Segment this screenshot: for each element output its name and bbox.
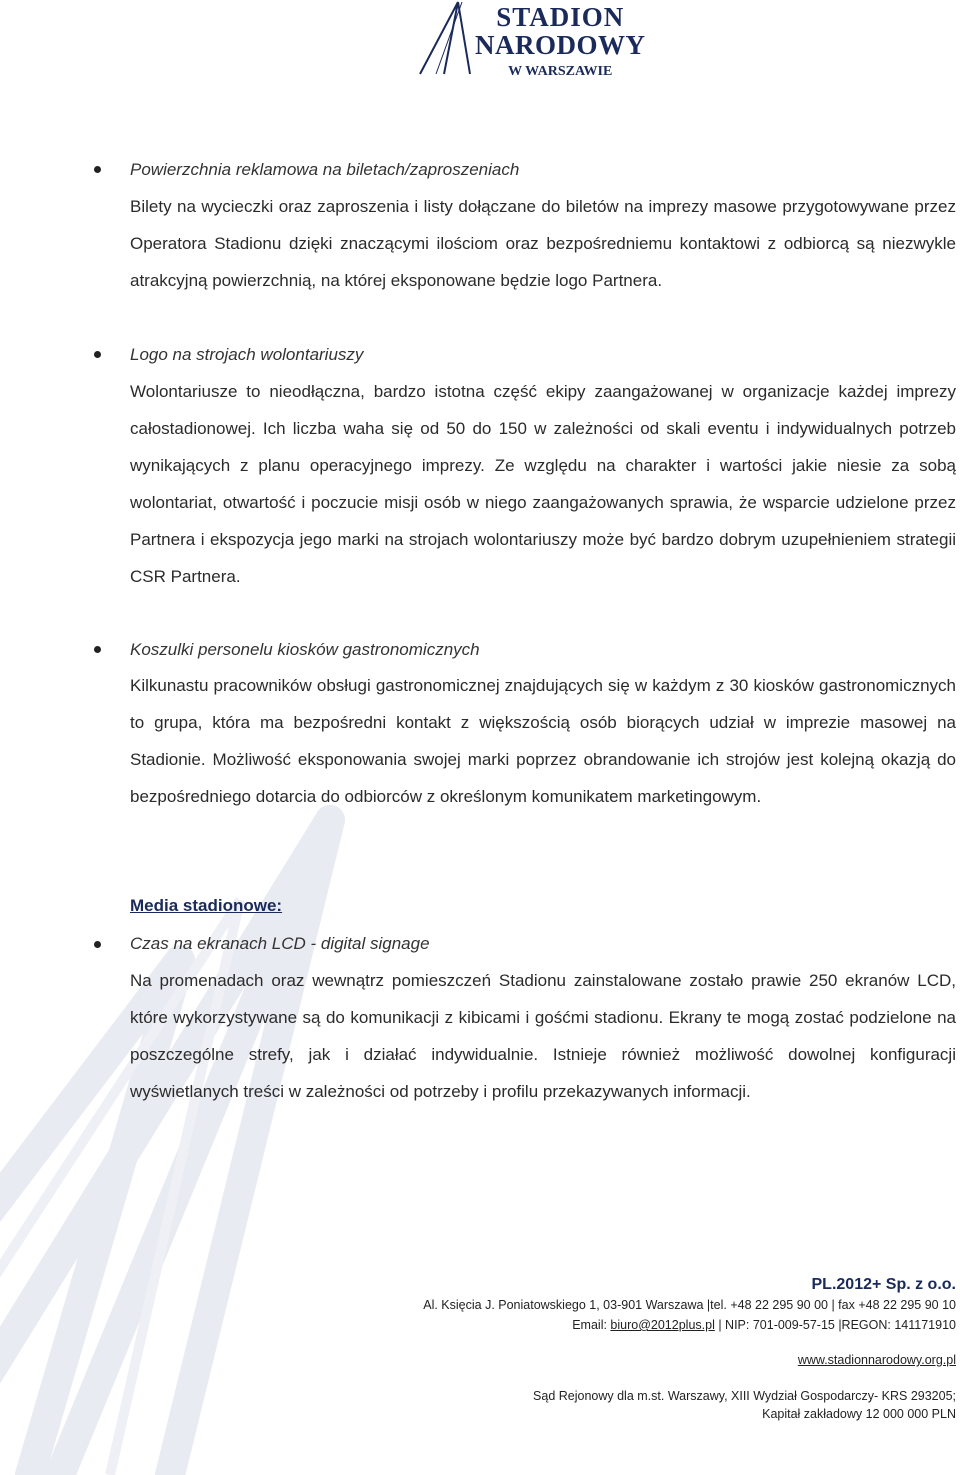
footer-email-link[interactable]: biuro@2012plus.pl — [610, 1318, 715, 1332]
footer-ids: | NIP: 701-009-57-15 |REGON: 141171910 — [714, 1318, 956, 1332]
footer-court: Sąd Rejonowy dla m.st. Warszawy, XIII Wydział Gospodarczy- KRS 293205; — [533, 1389, 956, 1403]
stadium-logo-icon — [400, 0, 640, 80]
logo-line-2: NARODOWY — [475, 30, 646, 60]
footer-capital: Kapitał zakładowy 12 000 000 PLN — [762, 1407, 956, 1421]
bullet-icon — [94, 941, 101, 948]
section-paragraph: Wolontariusze to nieodłączna, bardzo istotna część ekipy zaangażowanej w organizacje każdej imprezy całostadionowej. Ich liczba waha się od 50 do 150 w zależności od skali eventu i indywidualnych potrzeb wynikających z planu operacyjnego imprezy. Ze względu na charakter i wartości jakie niesie za sobą wolontariat, otwartość i poczucie misji osób w niego zaangażowanych sprawia, że wsparcie udzielone przez Partnera i ekspozycja jego marki na strojach wolontariuszy może być bardzo dobrym uzupełnieniem strategii CSR Partnera. — [130, 382, 956, 586]
footer-address: Al. Księcia J. Poniatowskiego 1, 03-901 Warszawa |tel. +48 22 295 90 00 | fax +48 22 295 90 10 — [423, 1298, 956, 1312]
section-heading: Powierzchnia reklamowa na biletach/zaproszeniach — [130, 160, 520, 179]
bullet-icon — [94, 646, 101, 653]
section-heading: Koszulki personelu kiosków gastronomicznych — [130, 640, 480, 659]
section-paragraph: Na promenadach oraz wewnątrz pomieszczeń Stadionu zainstalowane zostało prawie 250 ekranów LCD, które wykorzystywane są do komunikacji z kibicami i gośćmi stadionu. Ekrany te mogą zostać podzielone na poszczególne strefy, jak i działać indywidualnie. Istnieje również możliwość dowolnej konfiguracji wyświetlanych treści w zależności od potrzeby i profilu przekazywanych informacji. — [130, 971, 956, 1101]
footer-contact — [572, 1318, 956, 1332]
logo-line-1: STADION — [496, 2, 625, 32]
footer-email-label: Email: — [572, 1318, 611, 1332]
logo-line-3: W WARSZAWIE — [508, 64, 613, 79]
footer-company: PL.2012+ Sp. z o.o. — [811, 1276, 956, 1293]
footer-website — [798, 1353, 956, 1367]
section-paragraph: Bilety na wycieczki oraz zaproszenia i listy dołączane do biletów na imprezy masowe przygotowywane przez Operatora Stadionu dzięki znaczącymi ilościom oraz bezpośredniemu kontaktowi z odbiorcą są niezwykle atrakcyjną powierzchnią, na której eksponowane będzie logo Partnera. — [130, 197, 956, 290]
footer-website-link[interactable]: www.stadionnarodowy.org.pl — [797, 1353, 956, 1367]
bullet-icon — [94, 166, 101, 173]
section-heading: Logo na strojach wolontariuszy — [130, 345, 364, 364]
media-heading: Media stadionowe: — [130, 896, 283, 915]
section-heading: Czas na ekranach LCD - digital signage — [130, 934, 430, 953]
section-paragraph: Kilkunastu pracowników obsługi gastronomicznej znajdujących się w każdym z 30 kiosków gastronomicznych to grupa, która ma bezpośredni kontakt z większością osób biorących udział w imprezie masowej na Stadionie. Możliwość eksponowania swojej marki poprzez obrandowanie ich strojów jest kolejną okazją do bezpośredniego dotarcia do odbiorców z określonym komunikatem marketingowym. — [130, 676, 956, 806]
bullet-icon — [94, 351, 101, 358]
